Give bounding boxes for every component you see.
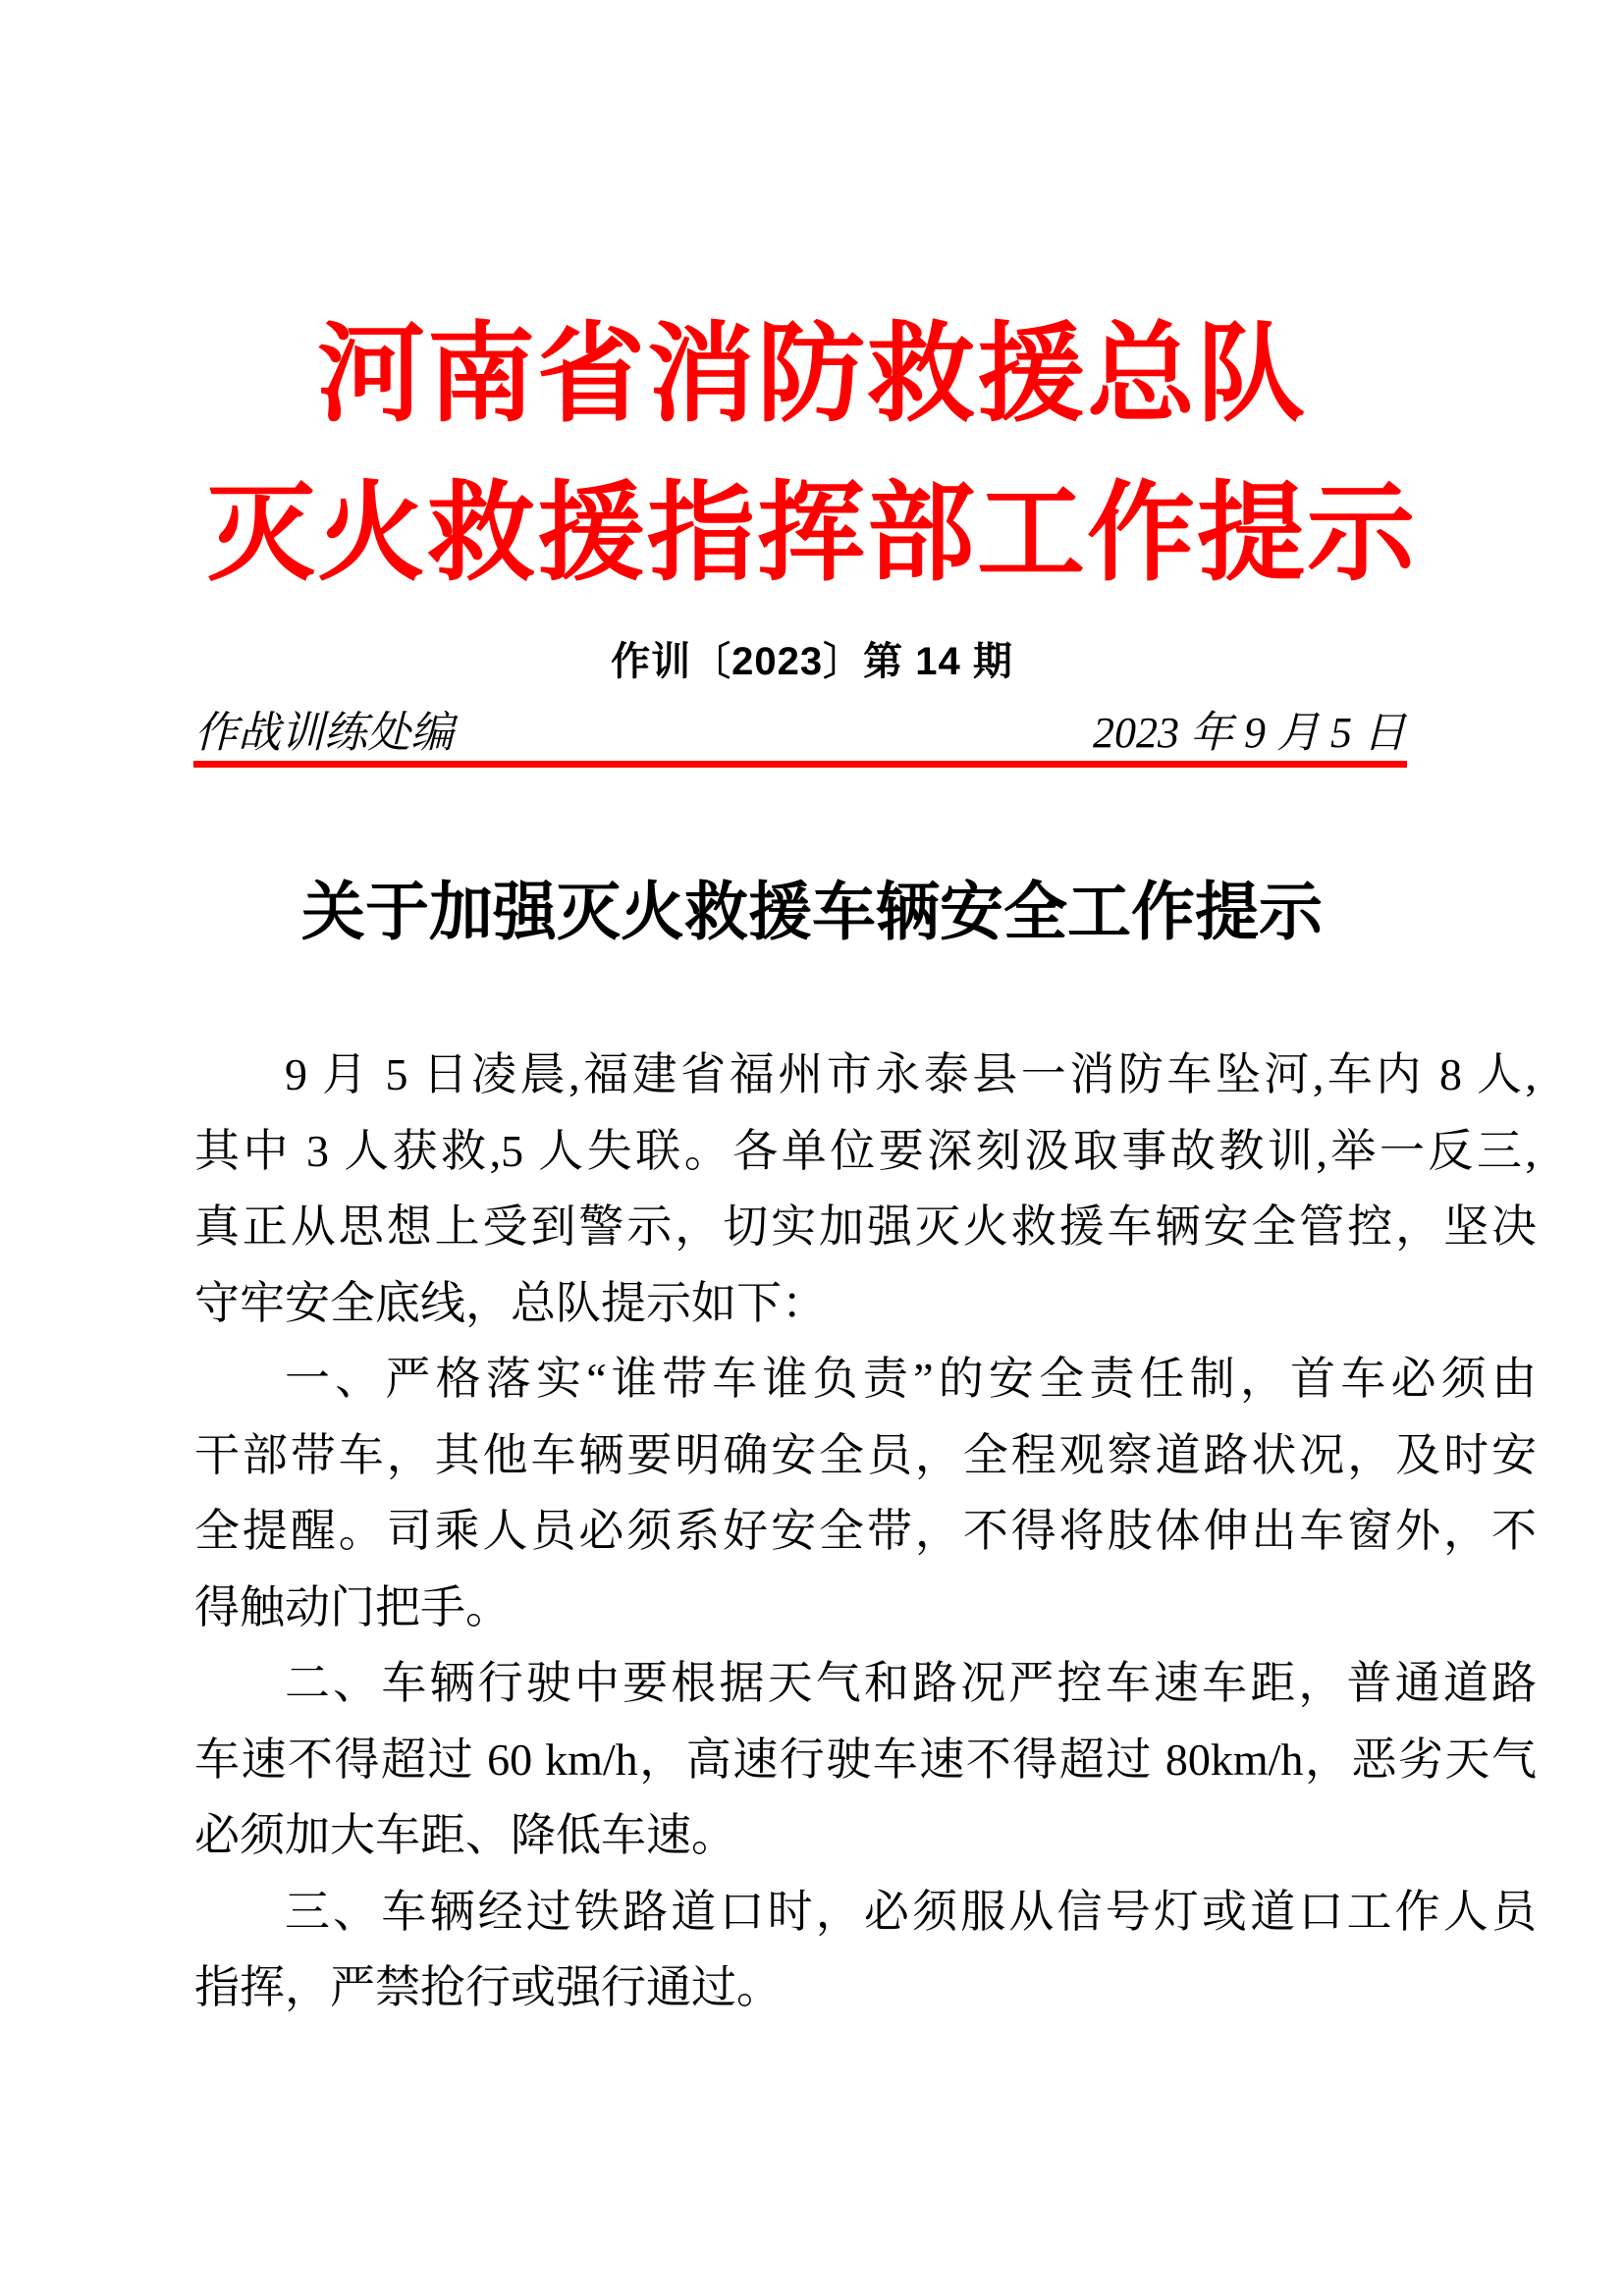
doc-body bbox=[194, 1037, 1537, 2026]
date-label: 2023 年 9 月 5 日 bbox=[1093, 709, 1406, 757]
issue-number: 作训〔2023〕第 14 期 bbox=[611, 640, 1013, 683]
body-line: 守牢安全底线，总队提示如下： bbox=[194, 1277, 827, 1328]
body-line: 必须加大车距、降低车速。 bbox=[194, 1810, 736, 1860]
org-title-line2: 灭火救援指挥部工作提示 bbox=[207, 474, 1417, 594]
red-divider-rule bbox=[193, 761, 1407, 768]
body-line: 指挥，严禁抢行或强行通过。 bbox=[194, 1962, 782, 2012]
body-line: 其中 3 人获救,5 人失联。各单位要深刻汲取事故教训,举一反三, bbox=[194, 1125, 1537, 1176]
body-line: 车速不得超过 60 km/h，高速行驶车速不得超过 80km/h，恶劣天气 bbox=[194, 1734, 1537, 1785]
body-line: 干部带车，其他车辆要明确安全员，全程观察道路状况，及时安 bbox=[194, 1429, 1537, 1480]
body-line: 二、车辆行驶中要根据天气和路况严控车速车距，普通道路 bbox=[285, 1658, 1537, 1708]
editor-label: 作战训练处编 bbox=[194, 709, 454, 757]
body-line: 真正从思想上受到警示，切实加强灭火救援车辆安全管控，坚决 bbox=[194, 1201, 1537, 1252]
doc-title: 关于加强灭火救援车辆安全工作提示 bbox=[300, 878, 1323, 948]
body-line: 得触动门把手。 bbox=[194, 1581, 511, 1632]
body-line: 三、车辆经过铁路道口时，必须服从信号灯或道口工作人员 bbox=[285, 1886, 1537, 1937]
body-line: 全提醒。司乘人员必须系好安全带，不得将肢体伸出车窗外，不 bbox=[194, 1506, 1537, 1556]
org-title-line1: 河南省消防救援总队 bbox=[317, 315, 1307, 435]
body-line: 9 月 5 日凌晨,福建省福州市永泰县一消防车坠河,车内 8 人, bbox=[285, 1049, 1537, 1099]
byline-row bbox=[194, 709, 1406, 758]
body-line: 一、严格落实“谁带车谁负责”的安全责任制，首车必须由 bbox=[285, 1354, 1537, 1404]
